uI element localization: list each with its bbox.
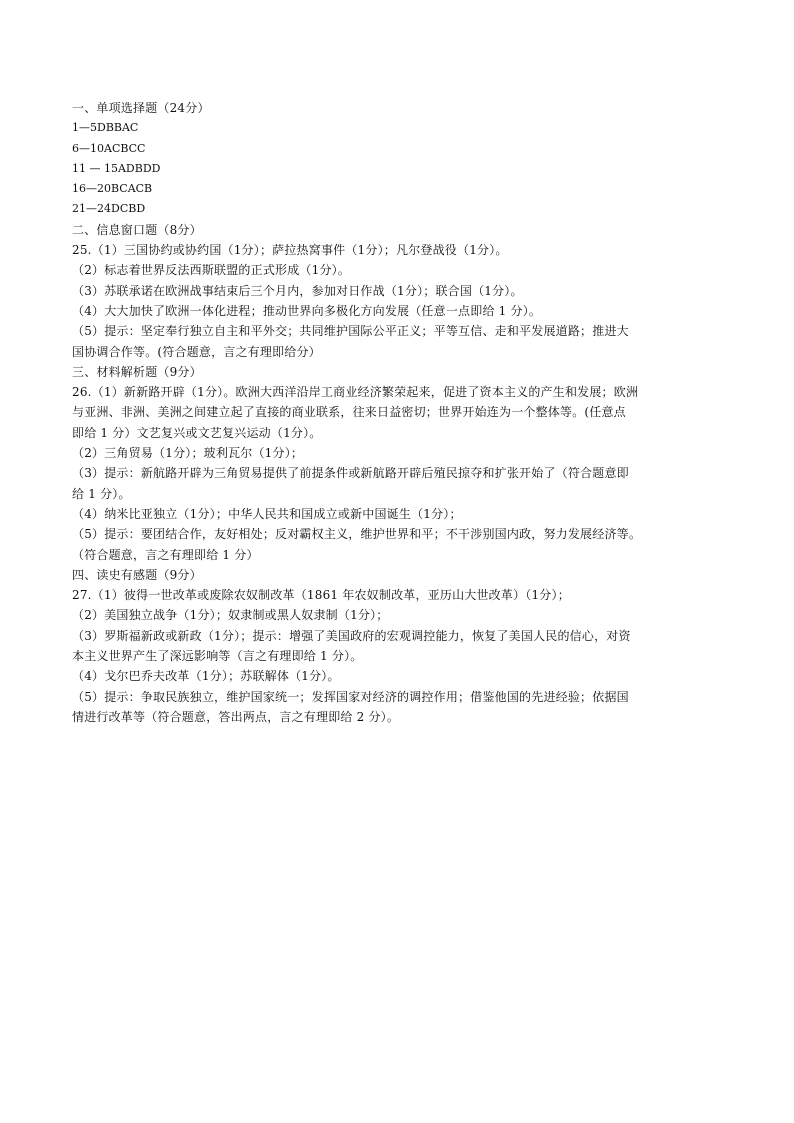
section-heading-1: 一、单项选择题（24分） bbox=[72, 101, 210, 115]
question-25-part-5-cont: 国协调合作等。(符合题意，言之有理即给分） bbox=[72, 344, 321, 359]
question-26-part-5-cont: （符合题意，言之有理即给 1 分） bbox=[72, 547, 259, 562]
answer-line-11-15: 11 — 15ADBDD bbox=[72, 161, 161, 175]
question-26-part-5: （5）提示：要团结合作，友好相处；反对霸权主义，维护世界和平；不干涉别国内政，努力发展经济等。 bbox=[72, 527, 642, 542]
question-26-part-4: （4）纳米比亚独立（1分）；中华人民共和国成立或新中国诞生（1分）； bbox=[72, 506, 462, 521]
section-heading-2: 二、信息窗口题（8分） bbox=[72, 222, 202, 237]
answer-line-21-24: 21—24DCBD bbox=[72, 202, 146, 216]
section-heading-4: 四、读史有感题（9分） bbox=[72, 567, 202, 582]
question-26-part-3: （3）提示：新航路开辟为三角贸易提供了前提条件或新航路开辟后殖民掠夺和扩张开始了（符合题意即 bbox=[72, 466, 629, 481]
question-26-part-1-cont: 与亚洲、非洲、美洲之间建立起了直接的商业联系，往来日益密切；世界开始连为一个整体等。(任意点 bbox=[72, 405, 626, 420]
question-26-part-1: 26.（1）新新路开辟（1分）。欧洲大西洋沿岸工商业经济繁荣起来，促进了资本主义的产生和发展；欧洲 bbox=[72, 385, 639, 400]
answer-key-document bbox=[72, 98, 722, 727]
answer-line-6-10: 6—10ACBCC bbox=[72, 141, 146, 155]
answer-line-16-20: 16—20BCACB bbox=[72, 182, 153, 196]
question-27-part-3-cont: 本主义世界产生了深远影响等（言之有理即给 1 分）。 bbox=[72, 649, 363, 664]
question-26-part-3-cont: 给 1 分）。 bbox=[72, 486, 131, 501]
question-27-part-5: （5）提示：争取民族独立，维护国家统一；发挥国家对经济的调控作用；借鉴他国的先进经验；依据国 bbox=[72, 689, 629, 704]
question-25-part-2: （2）标志着世界反法西斯联盟的正式形成（1分）。 bbox=[72, 263, 351, 278]
question-26-part-1-cont-2: 即给 1 分）文艺复兴或文艺复兴运动（1分）。 bbox=[72, 425, 322, 440]
question-27-part-2: （2）美国独立战争（1分）；奴隶制或黑人奴隶制（1分）； bbox=[72, 608, 389, 623]
answer-line-1-5: 1—5DBBAC bbox=[72, 121, 139, 135]
question-26-part-2: （2）三角贸易（1分）；玻利瓦尔（1分）； bbox=[72, 446, 304, 461]
question-25-part-4: （4）大大加快了欧洲一体化进程；推动世界向多极化方向发展（任意一点即给 1 分）。 bbox=[72, 303, 542, 318]
question-25-part-5: （5）提示：坚定奉行独立自主和平外交；共同维护国际公平正义；平等互信、走和平发展道路；推进大 bbox=[72, 324, 629, 339]
question-25-part-1: 25.（1）三国协约或协约国（1分）；萨拉热窝事件（1分）；凡尔登战役（1分）。 bbox=[72, 243, 508, 258]
question-27-part-5-cont: 情进行改革等（符合题意，答出两点，言之有理即给 2 分）。 bbox=[72, 709, 400, 724]
question-27-part-4: （4）戈尔巴乔夫改革（1分）；苏联解体（1分）。 bbox=[72, 669, 340, 684]
question-25-part-3: （3）苏联承诺在欧洲战事结束后三个月内，参加对日作战（1分）；联合国（1分）。 bbox=[72, 283, 523, 298]
section-heading-3: 三、材料解析题（9分） bbox=[72, 364, 202, 379]
question-27-part-3: （3）罗斯福新政或新政（1分）；提示：增强了美国政府的宏观调控能力，恢复了美国人民的信心，对资 bbox=[72, 628, 631, 643]
question-27-part-1: 27.（1）彼得一世改革或废除农奴制改革（1861 年农奴制改革，亚历山大世改革）（1分）； bbox=[72, 588, 570, 603]
